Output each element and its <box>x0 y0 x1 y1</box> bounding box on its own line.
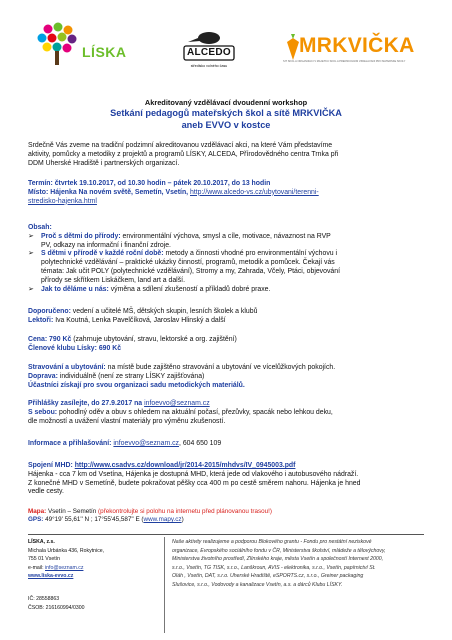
place-link-cont[interactable]: stredisko-hajenka.html <box>28 197 97 205</box>
mrkvicka-logo-subtitle: SÍŤ ŠKOL A ORGANIZACÍ V MAJETKU ŠKOL A PŘEDŠKOLNÍM VZDĚLÁVÁNÍ PRO MATEŘSKÉ ŠKOLY <box>283 60 406 63</box>
footer-email-label: e-mail: <box>28 564 46 571</box>
intro-line: aktivity, pomůcky a metodiky z projektů a programů LÍSKY, ALCEDA, Přírodovědného centra Trnka při <box>28 150 339 158</box>
mhd-label: Spojení MHD: <box>28 462 73 469</box>
logistics-block <box>28 364 428 390</box>
mhd-block <box>28 462 428 497</box>
event-title <box>0 98 452 131</box>
footer-address: 755 01 Vsetín <box>28 556 61 563</box>
audience-block <box>28 308 428 326</box>
sponsors-line: Oláh , Vsetín, DAT, s.r.o. Uherské Hradiště, eSPORTS.cz, s.r.o., Greiner packaging <box>172 573 364 580</box>
bullet-2-text-cont: témata: Jak učit POLY (polytechnické vzdělávání), Stromy a my, Zahrada, Včely, Ptáci, objevování <box>41 267 340 275</box>
stay-label: Stravování a ubytování: <box>28 364 106 371</box>
mhd-description: Hájenka - cca 7 km od Vsetína, Hájenka je dostupná MHD, která jede od vlakového i autobusového nádraží. <box>28 470 359 478</box>
place-value: Hájenka Na novém světě, Semetín, Vsetín, <box>50 188 189 196</box>
info-phone: , 604 650 109 <box>179 440 222 447</box>
bullet-1-text: environmentální výchova, smysl a cíle, motivace, návaznost na RVP <box>120 232 331 240</box>
term-line <box>28 180 428 189</box>
sponsors-line: Naše aktivity realizujeme a podporou Blokového grantu - Fondu pro nestátní neziskové <box>172 539 372 545</box>
map-note: (překontrolujte si polohu na internetu před plánovanou trasou!) <box>98 508 272 515</box>
title-line-3: aneb EVVO v kostce <box>181 120 271 130</box>
recommended-value: vedení a učitelé MŠ, dětských skupin, lesních školek a klubů <box>70 308 258 315</box>
footer-web-link[interactable]: www.liska-evvo.cz <box>28 573 74 580</box>
footer-sponsors <box>172 538 430 590</box>
bring-label: S sebou: <box>28 408 58 416</box>
liska-logo <box>28 20 138 68</box>
place-label: Místo: <box>28 188 49 196</box>
content-block <box>28 224 428 294</box>
materials-note: Účastníci získají pro svou organizaci sadu metodických materiálů. <box>28 381 245 389</box>
alcedo-logo <box>178 30 240 78</box>
intro-line: DDM Uherské Hradiště i partnerských organizací. <box>28 159 180 167</box>
sponsors-line: Slušovice, s.r.o., Vodovody a kanalizace Vsetín, a.s. a dárců Klubu LÍSKY. <box>172 581 343 588</box>
content-bullet-3 <box>28 286 428 295</box>
alcedo-logo-text: ALCEDO <box>186 47 232 58</box>
sponsors-line: Ministerstva životního prostředí, Zlínského kraje, města Vsetín a společností Internext 2000, <box>172 556 384 563</box>
signup-text: Přihlášky zasílejte, do 27.9.2017 na <box>28 400 143 407</box>
footer-org-name: LÍSKA, z.s. <box>28 539 55 545</box>
intro-line: Srdečně Vás zveme na tradiční podzimní akreditovanou vzdělávací akci, na které Vám představíme <box>28 142 333 149</box>
info-block <box>28 440 428 449</box>
sponsors-line: s.r.o., Vsetín, TG TISK, s.r.o., Lanškroun, AVIS - elektronika, s.r.o., Vsetín, papírnictví St. <box>172 564 376 571</box>
bullet-2-text-cont: přírody se skřítkem Liskáčkem, land art a další. <box>41 276 185 284</box>
footer-email-link[interactable]: info@seznam.cz <box>45 564 84 571</box>
alcedo-logo-subtitle: středisko volného času <box>190 64 228 68</box>
gps-label: GPS: <box>28 516 44 524</box>
bullet-3-text: výměna a sdílení zkušeností a příkladů dobré praxe. <box>108 285 271 293</box>
footer-column-divider <box>164 537 165 633</box>
sponsors-line: organizace, Evropského sociálního fondu v ČR, Ministerstva školství, mládeže a tělovýchovy, <box>172 547 386 554</box>
lecturers-value: Iva Koutná, Lenka Pavelčíková, Jaroslav Hlinský a další <box>53 316 226 324</box>
mapy-link[interactable]: www.mapy.cz <box>143 516 182 524</box>
transport-value: individuálně (není ze strany LÍSKY zajišťována) <box>57 372 205 380</box>
footer-ic: IČ: 28558863 <box>28 595 60 602</box>
bring-text: pohodlný oděv a obuv s ohledem na aktuální počasí, přezůvky, spacák nebo lehkou deku, <box>57 408 333 416</box>
bring-text-cont: dle možností a uvážení vlastní materiály pro výměnu zkušeností. <box>28 417 226 425</box>
info-email-link[interactable]: infoevvo@seznam.cz <box>113 440 179 447</box>
content-bullet-1 <box>28 233 428 251</box>
bullet-2-title: S dětmi v přírodě v každé roční době: <box>41 250 164 258</box>
price-label: Cena: 790 Kč <box>28 336 72 343</box>
stay-value: na místě bude zajištěno stravování a ubytování ve vícelůžkových pokojích. <box>105 364 336 371</box>
place-line <box>28 189 428 198</box>
map-place: Vsetín – Semetín <box>46 508 99 515</box>
bullet-1-title: Proč s dětmi do přírody: <box>41 232 121 240</box>
map-block <box>28 508 428 524</box>
bullet-2-text-cont: polytechnické vzdělávání – praktické ukázky činností, programů, metodik a pomůcek. Čekají vás <box>41 259 335 267</box>
recommended-label: Doporučeno: <box>28 308 71 315</box>
title-line-1: Akreditovaný vzdělávací dvoudenní workshop <box>144 98 308 107</box>
map-label: Mapa: <box>28 508 47 515</box>
member-price: Členové klubu Lísky: 690 Kč <box>28 344 122 352</box>
mrkvicka-logo <box>283 34 423 68</box>
price-note: (zahrnuje ubytování, stravu, lektorské a org. zajištění) <box>71 336 237 343</box>
gps-value: 49°19' 55,61'' N ; 17°55'45,587'' E ( <box>43 516 144 524</box>
footer-address: Michala Urbánka 436, Rokytnice, <box>28 547 105 554</box>
term-value: čtvrtek 19.10.2017, od 10.30 hodin – pátek 20.10.2017, do 13 hodin <box>54 180 271 187</box>
transport-label: Doprava: <box>28 372 58 380</box>
term-label: Termín: <box>28 180 53 187</box>
price-block <box>28 336 428 354</box>
info-label: Informace a přihlašování: <box>28 440 112 447</box>
bullet-1-text-cont: PV, odkazy na informační i finanční zdroje. <box>41 241 171 249</box>
bullet-2-text: metody a činnosti vhodné pro environmentální výchovu i <box>163 250 338 258</box>
mhd-link[interactable]: http://www.csadvs.cz/download/jr/2014-2015/mhdvs/IV_0945003.pdf <box>74 462 296 469</box>
signup-block <box>28 400 428 426</box>
mhd-description: Z konečné MHD v Semetíně, budete pokračovat pěšky cca 400 m po cestě směrem nahoru. Hájenka je hned <box>28 479 361 487</box>
gps-end: ) <box>181 516 184 524</box>
mhd-description: vedle cesty. <box>28 488 64 496</box>
liska-logo-text: LÍSKA <box>82 44 127 60</box>
signup-email-link[interactable]: infoevvo@seznam.cz <box>144 400 210 407</box>
content-heading: Obsah: <box>28 224 52 231</box>
footer-divider <box>28 534 424 535</box>
lecturers-label: Lektoři: <box>28 316 54 324</box>
footer-contact <box>28 538 158 612</box>
intro-paragraph <box>28 142 428 168</box>
place-link[interactable]: http://www.alcedo-vs.cz/ubytovani/terenni- <box>190 188 319 196</box>
term-block <box>28 180 428 206</box>
content-bullet-2 <box>28 250 428 285</box>
mrkvicka-logo-text: MRKVIČKA <box>299 34 415 57</box>
footer-bank: ČSOB: 216160994/0300 <box>28 604 85 611</box>
bullet-3-title: Jak to děláme u nás: <box>41 285 109 293</box>
title-line-2: Setkání pedagogů mateřských škol a sítě MRKVIČKA <box>110 108 342 118</box>
